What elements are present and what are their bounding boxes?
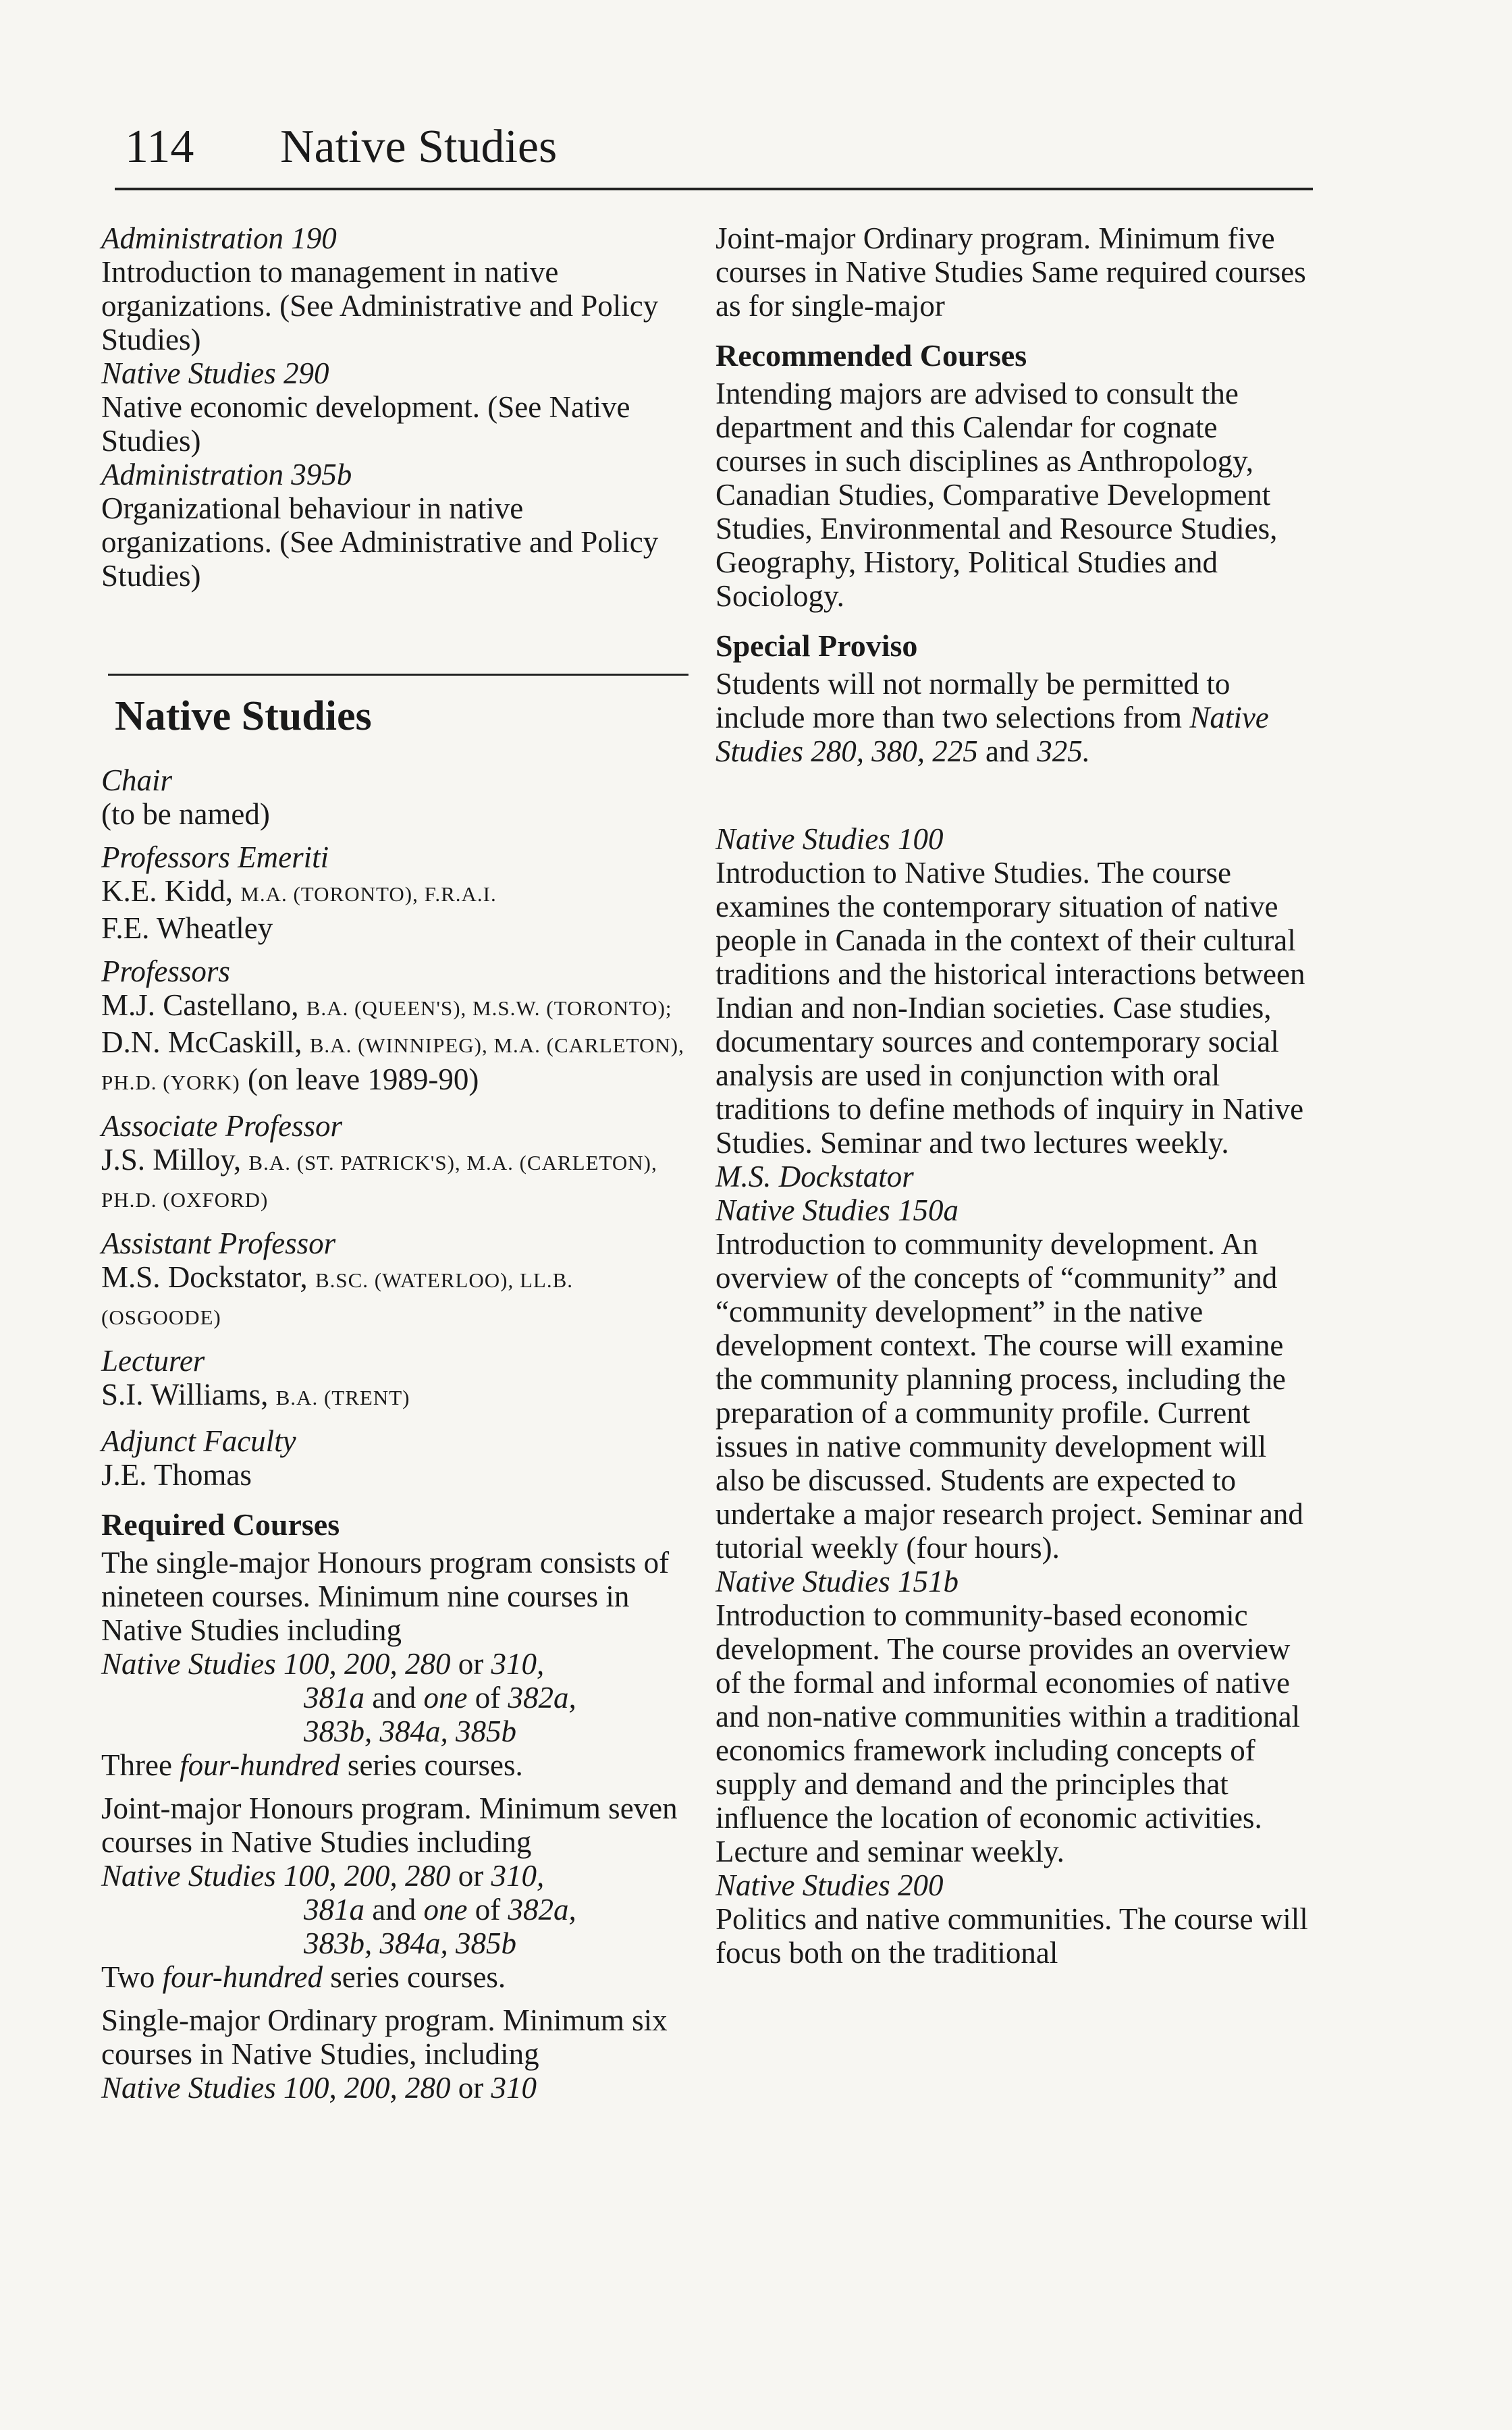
text: series courses. xyxy=(347,1748,523,1782)
course-codes: Native Studies 100, 200, 280 xyxy=(101,1647,451,1681)
section-rule xyxy=(108,674,688,676)
course-list: 383b, 384a, 385b xyxy=(304,1926,516,1960)
course-list: 383b, 384a, 385b xyxy=(304,1714,516,1748)
connector: of xyxy=(475,1681,501,1714)
course-code: 310 xyxy=(491,2071,537,2105)
course-description: Native economic development. (See Native Studies) xyxy=(101,390,630,458)
course-description: Introduction to management in native organizations. (See Administrative and Policy Studies) xyxy=(101,255,659,356)
paragraph-tail xyxy=(101,1960,688,1994)
paragraph-tail xyxy=(101,1748,688,1782)
course-codes: Native Studies 100, 200, 280 xyxy=(101,2071,451,2105)
connector: and xyxy=(372,1681,416,1714)
text: Two xyxy=(101,1960,155,1994)
faculty-role: Adjunct Faculty xyxy=(101,1424,296,1458)
faculty-name: (to be named) xyxy=(101,797,270,831)
joint-ordinary-paragraph: Joint-major Ordinary program. Minimum five courses in Native Studies Same required courses as for single-major xyxy=(716,221,1306,323)
faculty-role: Professors xyxy=(101,954,230,988)
faculty-role: Lecturer xyxy=(101,1344,205,1378)
faculty-credentials: B.A. (ST. PATRICK'S), M.A. (CARLETON), PH.D. (OXFORD) xyxy=(101,1151,657,1212)
connector: of xyxy=(475,1893,501,1926)
text: four-hundred xyxy=(180,1748,340,1782)
course-description: Politics and native communities. The course will focus both on the traditional xyxy=(716,1902,1308,1970)
connector: or xyxy=(458,1859,484,1893)
course-code: 381a xyxy=(304,1681,364,1714)
course-entry xyxy=(716,822,1310,1193)
course-code: 382a, xyxy=(508,1893,576,1926)
faculty-entry xyxy=(101,1143,688,1217)
text: Three xyxy=(101,1748,172,1782)
course-entry xyxy=(716,1868,1310,1970)
course-list xyxy=(101,1647,688,1681)
course-title: Native Studies 150a xyxy=(716,1193,959,1227)
proviso-text xyxy=(716,667,1310,768)
faculty-credentials: M.A. (TORONTO), F.R.A.I. xyxy=(240,882,497,906)
faculty-name: F.E. Wheatley xyxy=(101,911,273,945)
faculty-role: Professors Emeriti xyxy=(101,840,329,874)
course-description: Organizational behaviour in native organizations. (See Administrative and Policy Studies) xyxy=(101,491,659,593)
faculty-note: (on leave 1989-90) xyxy=(248,1062,479,1096)
required-paragraph-ordinary xyxy=(101,2003,688,2105)
course-code: 310, xyxy=(491,1647,545,1681)
related-course xyxy=(101,221,688,356)
course-title: Native Studies 151b xyxy=(716,1565,959,1598)
required-paragraph-joint xyxy=(101,1791,688,1994)
course-code: 381a xyxy=(304,1893,364,1926)
section-heading: Native Studies xyxy=(115,693,372,739)
connector: and xyxy=(372,1893,416,1926)
page-header xyxy=(125,115,1313,196)
course-entry xyxy=(716,1193,1310,1565)
left-column xyxy=(101,221,688,2105)
connector: or xyxy=(458,1647,484,1681)
course-code: 382a, xyxy=(508,1681,576,1714)
course-title: Native Studies 200 xyxy=(716,1868,944,1902)
text: series courses. xyxy=(330,1960,506,1994)
faculty-credentials: B.A. (TRENT) xyxy=(275,1386,410,1409)
faculty-list xyxy=(101,763,688,1492)
course-code: 310, xyxy=(491,1859,545,1893)
faculty-entry xyxy=(101,874,688,911)
page-number: 114 xyxy=(125,121,194,173)
course-list xyxy=(101,2071,688,2105)
faculty-entry xyxy=(101,988,688,1100)
course-codes: Native Studies 100, 200, 280 xyxy=(101,1859,451,1893)
connector-one: one xyxy=(423,1681,468,1714)
course-list xyxy=(101,1893,688,1926)
related-course xyxy=(101,356,688,458)
connector: or xyxy=(458,2071,484,2105)
required-courses-heading: Required Courses xyxy=(101,1507,340,1542)
text: Students will not normally be permitted to include more than two selections from xyxy=(716,667,1231,734)
course-list xyxy=(101,1859,688,1893)
course-entry xyxy=(716,1565,1310,1868)
course-title: Administration 190 xyxy=(101,221,337,255)
right-column xyxy=(716,221,1310,1970)
related-course xyxy=(101,458,688,593)
course-title: Native Studies 290 xyxy=(101,356,329,390)
course-codes: Native Studies 280, 380, 225 xyxy=(716,701,1269,768)
recommended-courses-heading: Recommended Courses xyxy=(716,338,1027,373)
course-description: Introduction to community development. An overview of the concepts of “community” and “community development” in the native development context. The course will examine the community planning process, including the preparation of a community profile. Current issues in native community development will also be discussed. Students are expected to undertake a major research project. Seminar and tutorial weekly (four hours). xyxy=(716,1227,1303,1565)
faculty-credentials: B.A. (QUEEN'S), M.S.W. (TORONTO); xyxy=(306,996,672,1020)
connector-one: one xyxy=(423,1893,468,1926)
faculty-name: M.J. Castellano, xyxy=(101,988,299,1022)
faculty-entry xyxy=(101,1378,688,1415)
paragraph-text: The single-major Honours program consists of nineteen courses. Minimum nine courses in Native Studies including xyxy=(101,1546,670,1647)
course-description: Introduction to Native Studies. The course examines the contemporary situation of native people in Canada in the context of their cultural traditions and the historical interactions between Indian and non-Indian societies. Case studies, documentary sources and contemporary social analysis are used in conjunction with oral traditions to define methods of inquiry in Native Studies. Seminar and two lectures weekly. xyxy=(716,856,1305,1160)
faculty-role: Assistant Professor xyxy=(101,1226,336,1260)
faculty-name: J.E. Thomas xyxy=(101,1458,252,1492)
running-title: Native Studies xyxy=(280,121,558,173)
course-title: Administration 395b xyxy=(101,458,352,491)
faculty-name: K.E. Kidd, xyxy=(101,874,233,908)
text: four-hundred xyxy=(162,1960,323,1994)
required-paragraph-honours xyxy=(101,1546,688,1782)
faculty-entry xyxy=(101,1260,688,1334)
special-proviso-heading: Special Proviso xyxy=(716,628,918,663)
paragraph-text: Joint-major Honours program. Minimum seven courses in Native Studies including xyxy=(101,1791,678,1859)
faculty-name: J.S. Milloy, xyxy=(101,1143,242,1177)
faculty-name: D.N. McCaskill, xyxy=(101,1025,302,1059)
faculty-role: Chair xyxy=(101,763,173,797)
paragraph-text: Single-major Ordinary program. Minimum six courses in Native Studies, including xyxy=(101,2003,668,2071)
header-rule xyxy=(115,188,1313,190)
course-code: 325. xyxy=(1037,734,1090,768)
course-description: Introduction to community-based economic development. The course provides an overview of the formal and informal economies of native and non-native communities within a traditional economics framework including concepts of supply and demand and the principles that influence the location of economic activities. Lecture and seminar weekly. xyxy=(716,1598,1301,1868)
recommended-text: Intending majors are advised to consult the department and this Calendar for cognate courses in such disciplines as Anthropology, Canadian Studies, Comparative Development Studies, Environmental and Resource Studies, Geography, History, Political Studies and Sociology. xyxy=(716,377,1278,613)
faculty-credentials: B.A. (WINNIPEG), M.A. (CARLETON), PH.D. (YORK) xyxy=(101,1033,684,1094)
faculty-role: Associate Professor xyxy=(101,1109,343,1143)
course-list xyxy=(101,1681,688,1714)
faculty-name: M.S. Dockstator, xyxy=(101,1260,308,1294)
faculty-name: S.I. Williams, xyxy=(101,1378,269,1411)
connector: and xyxy=(986,734,1029,768)
course-title: Native Studies 100 xyxy=(716,822,944,856)
course-instructor: M.S. Dockstator xyxy=(716,1160,914,1193)
faculty-credentials: B.SC. (WATERLOO), LL.B. (OSGOODE) xyxy=(101,1268,574,1329)
